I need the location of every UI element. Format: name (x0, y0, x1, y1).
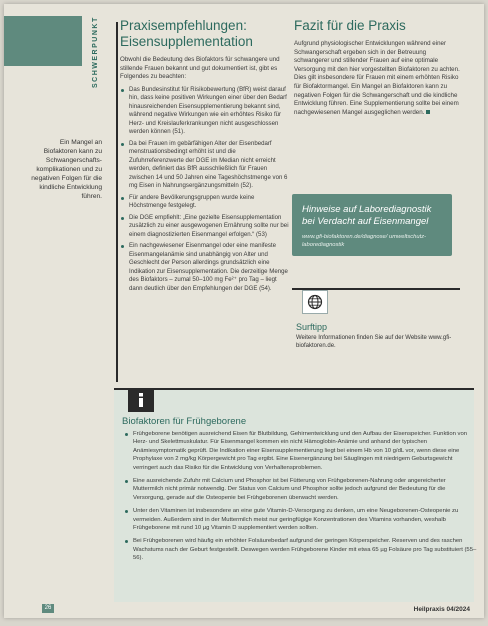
conclusion-body: Aufgrund physiologischer Entwicklungen während einer Schwangerschaft ergeben sich in der Betreuung schwangerer und stillender Frauen auf eine optimale Versorgung mit den hier vorgestellten Biofaktoren zu achten. Dies gilt insbesondere für Frauen mit einem erhöhten Risiko für Biofaktormangel. Ein Mangel an Biofaktoren kann zu negativen Folgen für die Schwangerschaft und die kindliche Entwicklung führen. Eine Supplementierung sollte bei einem nachgewiesenen Mangel ausgeglichen werden. (294, 40, 460, 116)
list-item: Die DGE empfiehlt: „Eine gezielte Eisensupplementation zusätzlich zu einer ausgewogenen Ernährung sollte nur bei einem diagnostizierten Eisenmangel erfolgen.“ (53) (129, 213, 289, 238)
list-item: Ein nachgewiesener Eisenmangel oder eine manifeste Eisenmangelanämie sind unabhängig von Alter und Geschlecht der Person allerdings grundsätzlich eine Indikation zur Eisensupplementation. Die derzeitige Menge des Biofaktors – zumal 50–100 mg Fe²⁺ pro Tag – liegt dann deutlich über den Empfehlungen der DGE (54). (129, 242, 290, 293)
recommendations-list (120, 86, 290, 294)
info-icon-svg (134, 392, 148, 408)
diagnostics-box (292, 194, 452, 256)
margin-note: Ein Mangel an Biofaktoren kann zu Schwangerschafts-komplikationen und zu negativen Folgen für die kindliche Entwicklung führen. (31, 139, 102, 200)
vertical-rule (116, 22, 118, 382)
end-mark (426, 110, 430, 114)
info-title: Biofaktoren für Frühgeborene (122, 416, 247, 427)
recommendations-title: Praxisempfehlungen: Eisensupplementation (120, 18, 253, 49)
list-item: Das Bundesinstitut für Risikobewertung (BfR) weist darauf hin, dass keine positiven Wirkungen einer über den Bedarf hinausreichenden Eisensupplementierung bekannt sind, während negative Wirkungen wie ein erhöhtes Risiko für Herz- und Kreislauferkrankungen nicht ausgeschlossen werden können (51). (129, 86, 290, 137)
info-list (124, 430, 477, 568)
list-item: Da bei Frauen im gebärfähigen Alter der Eisenbedarf menstruationsbedingt erhöht ist und die Zufuhrreferenzwerte der DGE im Median nicht erreicht werden, definiert das BfR ausschließlich für Frauen zwischen 14 und 50 Jahren eine Tageshöchstmenge von 6 mg Eisen in Nahrungsergänzungsmitteln (52). (129, 140, 290, 191)
recommendations-column (120, 18, 290, 296)
journal-name: Heilpraxis 04/2024 (413, 606, 470, 613)
diagnostics-box-title: Hinweise auf Laborediagnostik bei Verdacht auf Eisenmangel (302, 204, 432, 227)
globe-icon (302, 290, 328, 314)
list-item: Unter den Vitaminen ist insbesondere an eine gute Vitamin-D-Versorgung zu denken, um eine Neugeborenen-Osteopenie zu vermeiden. Außerdem sind in der Muttermilch meist nur geringfügige Konzentrationen des Vitamins vorhanden, weshalb Frühgeborene mit rund 10 µg Vitamin D supplementiert werden sollten. (133, 507, 477, 532)
conclusion-text (294, 40, 462, 117)
section-tag: SCHWERPUNKT (92, 16, 99, 88)
teal-margin-strip (4, 16, 82, 66)
recommendations-intro: Obwohl die Bedeutung des Biofaktors für schwangere und stillende Frauen bekannt und gut dokumentiert ist, gibt es Folgendes zu beachten: (120, 56, 280, 81)
list-item: Eine ausreichende Zufuhr mit Calcium und Phosphor ist bei Fütterung von Frühgeborenen-Nahrung oder angereicherter Muttermilch nicht primär notwendig. Der Status von Calcium und Phosphor sollte jedoch aufgrund der Bedeutung für die Versorgung, gerade auf die Osteopenie bei Frühgeborenen überwacht werden. (133, 477, 477, 502)
page-number: 26 (42, 604, 54, 613)
diagnostics-link[interactable]: www.gfi-biofaktoren.de/diagnose/ umweltschutz-laborediagnostik (302, 234, 427, 248)
conclusion-title: Fazit für die Praxis (294, 18, 406, 33)
surftipp-text: Weitere Informationen finden Sie auf der Website www.gfi-biofaktoren.de. (296, 335, 452, 350)
list-item: Für andere Bevölkerungsgruppen wurde keine Höchstmenge festgelegt. (129, 194, 290, 211)
info-icon (128, 388, 154, 412)
conclusion-column (294, 18, 462, 117)
info-box (114, 388, 477, 602)
list-item: Bei Frühgeborenen wird häufig ein erhöhter Folsäurebedarf aufgrund der geringen Körperspeicher. Reserven und des raschen Wachstums nach der Geburt festgestellt. Deswegen werden Frühgeborene Kinder mit etwa 65 µg Folsäure pro Tag substituiert (55–56). (133, 538, 477, 562)
globe-icon-svg (307, 294, 323, 310)
surftipp-title: Surftipp (296, 322, 328, 332)
magazine-page (4, 4, 484, 618)
list-item: Frühgeborene benötigen ausreichend Eisen für Blutbildung, Gehirnentwicklung und den Aufbau der Eisenspeicher. Funktion von Herz- und Skelettmuskulatur. Für Eisenmangel kommen ein nicht Hämoglobin-Anämie und anhand der typischen Anämiesymptomatik geprüft. Die Indikation einer Eisensupplementierung liegt bei einem Hb von 10 g/dL vor, wenn diese eine Prophylaxe von 2 mg/kg Körpergewicht pro Tag ergibt. Eine Eisenergänzung bei Säuglingen mit niedrigem Geburtsgewicht verringert auch das Risiko für die Entwicklung von Verhaltensproblemen. (133, 430, 477, 472)
